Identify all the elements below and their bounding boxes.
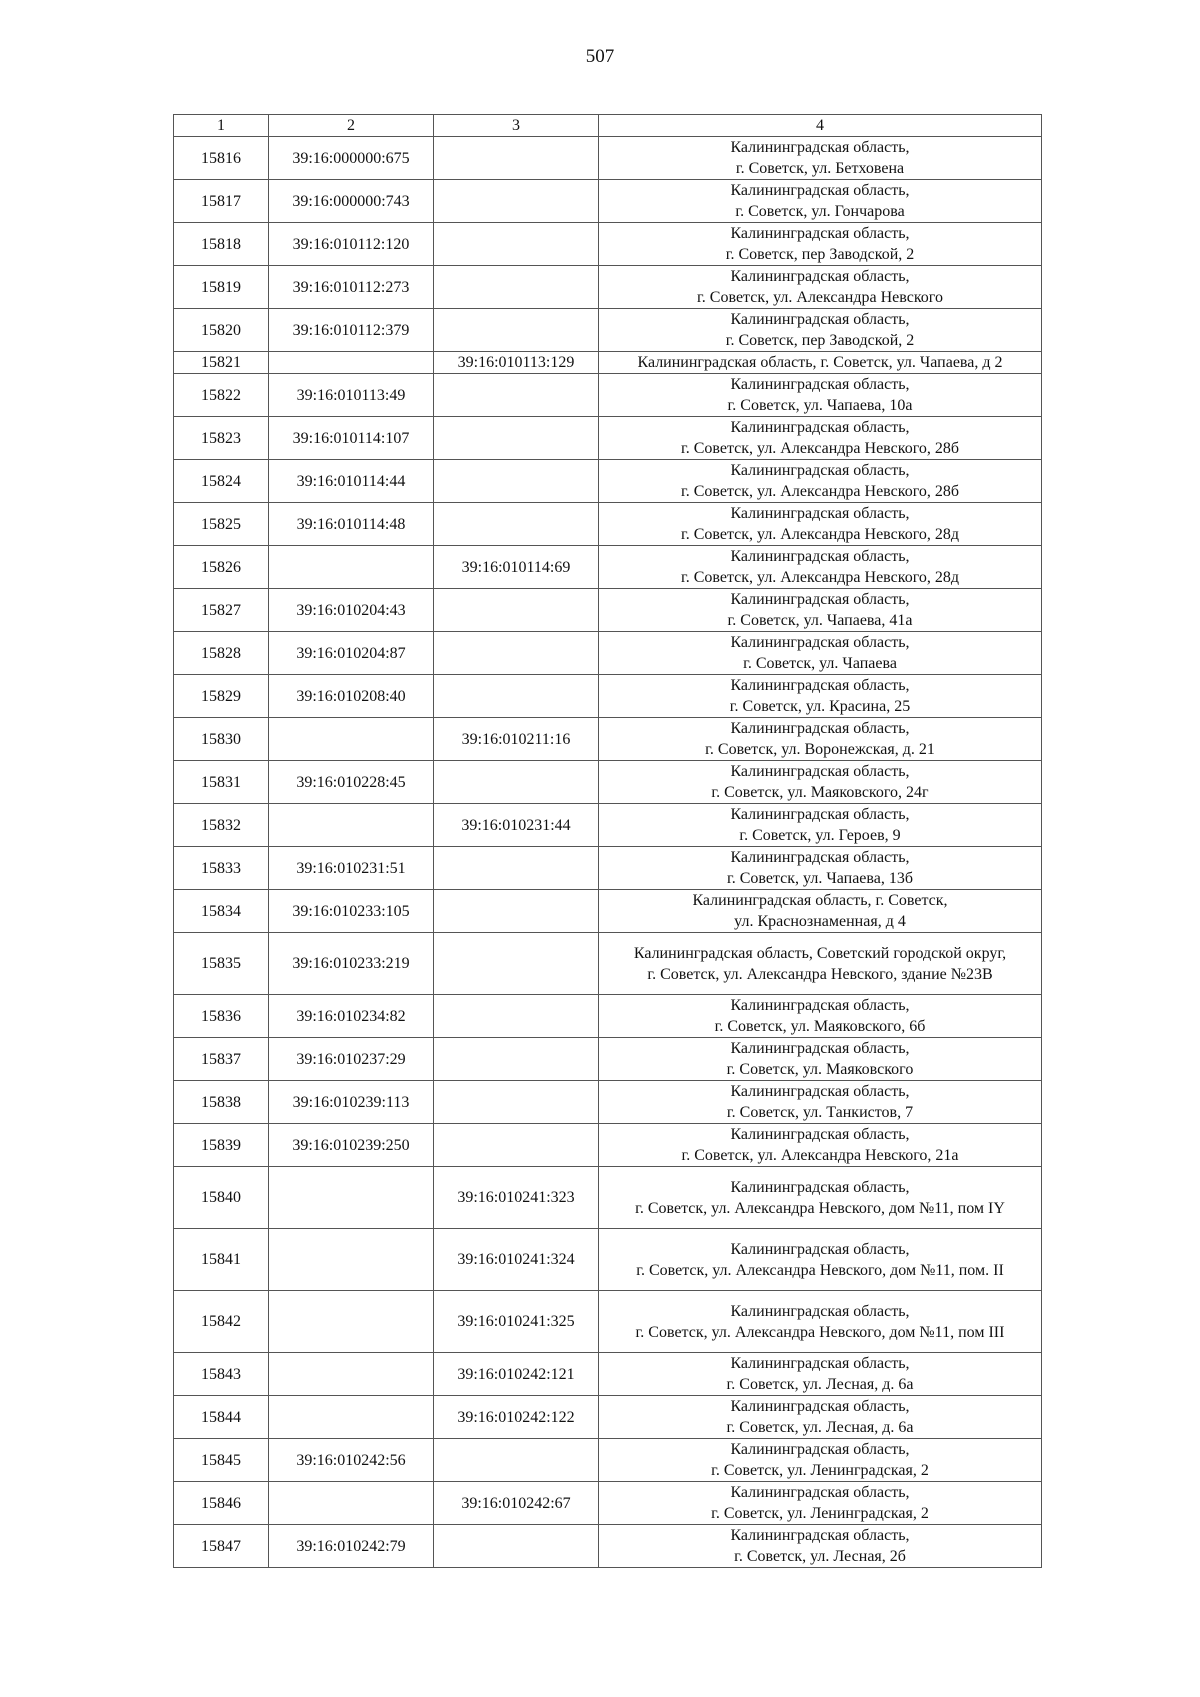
table-row	[174, 309, 1042, 352]
cadastral-number-alt	[434, 1124, 599, 1167]
cadastral-number-alt	[434, 417, 599, 460]
address-line-1: Калининградская область,	[730, 1302, 910, 1320]
address-line-1: Калининградская область,	[730, 462, 910, 479]
cadastral-number	[269, 1291, 434, 1353]
address-line-2: г. Советск, ул. Александра Невского, дом №11, пом. II	[636, 1261, 1004, 1279]
table-row	[174, 995, 1042, 1038]
address-line-1: Калининградская область,	[730, 720, 910, 737]
cadastral-number: 39:16:010204:43	[269, 589, 434, 632]
header-cell-4: 4	[599, 115, 1042, 137]
table-row	[174, 1291, 1042, 1353]
cadastral-number-alt	[434, 309, 599, 352]
address-line-1: Калининградская область,	[730, 1484, 910, 1501]
address-cell	[599, 995, 1042, 1038]
cadastral-number: 39:16:010242:56	[269, 1439, 434, 1482]
address-line-1: Калининградская область, г. Советск,	[692, 892, 948, 909]
row-number: 15836	[174, 995, 269, 1038]
address-line-1: Калининградская область,	[730, 677, 910, 694]
address-line-1: Калининградская область,	[730, 419, 910, 436]
cadastral-number: 39:16:010112:120	[269, 223, 434, 266]
address-cell	[599, 890, 1042, 933]
cadastral-number	[269, 718, 434, 761]
row-number: 15845	[174, 1439, 269, 1482]
cadastral-number-alt: 39:16:010242:122	[434, 1396, 599, 1439]
address-line-2: г. Советск, ул. Александра Невского, 21а	[681, 1147, 959, 1164]
cadastral-number: 39:16:010242:79	[269, 1525, 434, 1568]
address-cell	[599, 1081, 1042, 1124]
cadastral-number-alt	[434, 1081, 599, 1124]
address-cell	[599, 933, 1042, 995]
cadastral-number-alt	[434, 374, 599, 417]
cadastral-number	[269, 1396, 434, 1439]
row-number: 15828	[174, 632, 269, 675]
table-row	[174, 1353, 1042, 1396]
address-line-2: г. Советск, ул. Александра Невского, дом №11, пом III	[635, 1323, 1005, 1341]
row-number: 15824	[174, 460, 269, 503]
address-line-2: г. Советск, пер Заводской, 2	[725, 332, 915, 349]
row-number: 15842	[174, 1291, 269, 1353]
address-cell	[599, 223, 1042, 266]
row-number: 15847	[174, 1525, 269, 1568]
address-line-2: г. Советск, ул. Маяковского, 24г	[711, 784, 929, 801]
table-row	[174, 352, 1042, 374]
address-cell	[599, 847, 1042, 890]
cadastral-number: 39:16:010233:219	[269, 933, 434, 995]
table-row	[174, 761, 1042, 804]
cadastral-number-alt: 39:16:010114:69	[434, 546, 599, 589]
table-row	[174, 589, 1042, 632]
address-line-1: Калининградская область,	[730, 591, 910, 608]
cadastral-number: 39:16:000000:743	[269, 180, 434, 223]
address-line-2: ул. Краснознаменная, д 4	[734, 913, 906, 930]
address-cell	[599, 1038, 1042, 1081]
table-row	[174, 374, 1042, 417]
cadastral-number-alt	[434, 460, 599, 503]
address-line-2: г. Советск, ул. Маяковского	[726, 1061, 914, 1078]
table-row	[174, 180, 1042, 223]
address-cell	[599, 1124, 1042, 1167]
address-cell	[599, 1439, 1042, 1482]
cadastral-number-alt	[434, 503, 599, 546]
address-line-2: г. Советск, ул. Ленинградская, 2	[711, 1505, 929, 1522]
address-cell	[599, 1396, 1042, 1439]
address-line-2: г. Советск, ул. Танкистов, 7	[726, 1104, 914, 1121]
cadastral-number-alt: 39:16:010231:44	[434, 804, 599, 847]
cadastral-number-alt: 39:16:010242:121	[434, 1353, 599, 1396]
cadastral-number-alt	[434, 847, 599, 890]
address-line-1: Калининградская область,	[730, 634, 910, 651]
row-number: 15833	[174, 847, 269, 890]
table-row	[174, 1081, 1042, 1124]
cadastral-number-alt: 39:16:010242:67	[434, 1482, 599, 1525]
address-cell	[599, 761, 1042, 804]
table-row	[174, 890, 1042, 933]
row-number: 15835	[174, 933, 269, 995]
table-row	[174, 1038, 1042, 1081]
cadastral-number	[269, 1482, 434, 1525]
row-number: 15821	[174, 352, 269, 374]
address-line-2: г. Советск, ул. Красина, 25	[729, 698, 911, 715]
page-number: 507	[585, 46, 615, 67]
row-number: 15817	[174, 180, 269, 223]
cadastral-number: 39:16:010208:40	[269, 675, 434, 718]
cadastral-number-alt	[434, 632, 599, 675]
row-number: 15839	[174, 1124, 269, 1167]
address-line-1: Калининградская область, г. Советск, ул. Чапаева, д 2	[637, 354, 1003, 371]
address-line-1: Калининградская область,	[730, 182, 910, 199]
address-line-2: г. Советск, ул. Александра Невского, дом №11, пом IY	[635, 1199, 1005, 1217]
cadastral-number-alt	[434, 1038, 599, 1081]
header-row	[174, 115, 1042, 137]
registry-table	[173, 114, 1042, 1568]
cadastral-number: 39:16:010239:113	[269, 1081, 434, 1124]
table-row	[174, 460, 1042, 503]
cadastral-number-alt	[434, 180, 599, 223]
table-row	[174, 675, 1042, 718]
table-row	[174, 933, 1042, 995]
address-line-2: г. Советск, ул. Маяковского, 6б	[714, 1018, 926, 1035]
cadastral-number	[269, 1229, 434, 1291]
address-line-1: Калининградская область,	[730, 505, 910, 522]
row-number: 15832	[174, 804, 269, 847]
address-line-1: Калининградская область,	[730, 1355, 910, 1372]
address-cell	[599, 1229, 1042, 1291]
cadastral-number-alt	[434, 266, 599, 309]
address-line-1: Калининградская область,	[730, 1527, 910, 1544]
address-line-1: Калининградская область,	[730, 311, 910, 328]
cadastral-number: 39:16:010112:273	[269, 266, 434, 309]
address-cell	[599, 546, 1042, 589]
row-number: 15819	[174, 266, 269, 309]
address-line-1: Калининградская область,	[730, 1441, 910, 1458]
cadastral-number-alt: 39:16:010113:129	[434, 352, 599, 374]
address-cell	[599, 589, 1042, 632]
table-row	[174, 1167, 1042, 1229]
row-number: 15846	[174, 1482, 269, 1525]
cadastral-number: 39:16:010204:87	[269, 632, 434, 675]
row-number: 15834	[174, 890, 269, 933]
row-number: 15843	[174, 1353, 269, 1396]
address-cell	[599, 804, 1042, 847]
address-cell	[599, 1167, 1042, 1229]
cadastral-number-alt	[434, 675, 599, 718]
cadastral-number: 39:16:010231:51	[269, 847, 434, 890]
cadastral-number: 39:16:010114:107	[269, 417, 434, 460]
address-cell	[599, 503, 1042, 546]
address-cell	[599, 632, 1042, 675]
cadastral-number: 39:16:010228:45	[269, 761, 434, 804]
cadastral-number: 39:16:010114:44	[269, 460, 434, 503]
row-number: 15831	[174, 761, 269, 804]
table-row	[174, 1229, 1042, 1291]
header-cell-1: 1	[174, 115, 269, 137]
address-line-1: Калининградская область,	[730, 1126, 910, 1143]
cadastral-number-alt: 39:16:010211:16	[434, 718, 599, 761]
address-line-2: г. Советск, ул. Героев, 9	[739, 827, 901, 844]
cadastral-number: 39:16:000000:675	[269, 137, 434, 180]
cadastral-number-alt	[434, 890, 599, 933]
cadastral-number	[269, 546, 434, 589]
address-line-2: г. Советск, ул. Лесная, 2б	[734, 1548, 906, 1565]
table-row	[174, 417, 1042, 460]
cadastral-number: 39:16:010237:29	[269, 1038, 434, 1081]
table-row	[174, 804, 1042, 847]
row-number: 15820	[174, 309, 269, 352]
cadastral-number-alt: 39:16:010241:324	[434, 1229, 599, 1291]
cadastral-number	[269, 1167, 434, 1229]
address-line-1: Калининградская область,	[730, 997, 910, 1014]
address-line-2: г. Советск, ул. Александра Невского, 28б	[680, 483, 960, 500]
row-number: 15822	[174, 374, 269, 417]
cadastral-number-alt	[434, 137, 599, 180]
cadastral-number: 39:16:010239:250	[269, 1124, 434, 1167]
row-number: 15844	[174, 1396, 269, 1439]
cadastral-number-alt	[434, 933, 599, 995]
address-cell	[599, 1291, 1042, 1353]
cadastral-number-alt	[434, 1525, 599, 1568]
row-number: 15826	[174, 546, 269, 589]
row-number: 15825	[174, 503, 269, 546]
address-line-2: г. Советск, ул. Александра Невского, 28д	[680, 569, 960, 586]
address-line-2: г. Советск, ул. Гончарова	[735, 203, 905, 220]
address-line-1: Калининградская область,	[730, 548, 910, 565]
address-cell	[599, 352, 1042, 374]
address-line-2: г. Советск, ул. Лесная, д. 6а	[726, 1419, 914, 1436]
row-number: 15827	[174, 589, 269, 632]
address-line-2: г. Советск, пер Заводской, 2	[725, 246, 915, 263]
row-number: 15816	[174, 137, 269, 180]
address-line-1: Калининградская область,	[730, 1240, 910, 1258]
address-cell	[599, 137, 1042, 180]
cadastral-number	[269, 352, 434, 374]
cadastral-number: 39:16:010113:49	[269, 374, 434, 417]
address-line-1: Калининградская область,	[730, 225, 910, 242]
address-line-1: Калининградская область, Советский городской округ,	[633, 944, 1007, 962]
address-line-2: г. Советск, ул. Чапаева, 10а	[727, 397, 913, 414]
address-line-2: г. Советск, ул. Чапаева	[743, 655, 897, 672]
address-cell	[599, 374, 1042, 417]
address-cell	[599, 417, 1042, 460]
cadastral-number-alt	[434, 995, 599, 1038]
cadastral-number-alt	[434, 223, 599, 266]
address-line-1: Калининградская область,	[730, 268, 910, 285]
address-cell	[599, 718, 1042, 761]
header-cell-2: 2	[269, 115, 434, 137]
cadastral-number-alt: 39:16:010241:325	[434, 1291, 599, 1353]
address-line-1: Калининградская область,	[730, 849, 910, 866]
address-line-1: Калининградская область,	[730, 763, 910, 780]
address-line-1: Калининградская область,	[730, 376, 910, 393]
address-line-2: г. Советск, ул. Александра Невского, 28б	[680, 440, 960, 457]
registry-body	[174, 115, 1042, 1568]
cadastral-number-alt	[434, 761, 599, 804]
table-row	[174, 1124, 1042, 1167]
address-line-2: г. Советск, ул. Лесная, д. 6а	[726, 1376, 914, 1393]
cadastral-number: 39:16:010234:82	[269, 995, 434, 1038]
row-number: 15818	[174, 223, 269, 266]
row-number: 15841	[174, 1229, 269, 1291]
address-line-2: г. Советск, ул. Воронежская, д. 21	[705, 741, 935, 758]
address-cell	[599, 460, 1042, 503]
table-row	[174, 137, 1042, 180]
table-row	[174, 1525, 1042, 1568]
table-row	[174, 1439, 1042, 1482]
address-line-1: Калининградская область,	[730, 1398, 910, 1415]
table-row	[174, 847, 1042, 890]
cadastral-number: 39:16:010112:379	[269, 309, 434, 352]
address-cell	[599, 1482, 1042, 1525]
table-row	[174, 266, 1042, 309]
row-number: 15829	[174, 675, 269, 718]
address-line-2: г. Советск, ул. Александра Невского, 28д	[680, 526, 960, 543]
cadastral-number-alt: 39:16:010241:323	[434, 1167, 599, 1229]
row-number: 15837	[174, 1038, 269, 1081]
row-number: 15840	[174, 1167, 269, 1229]
address-cell	[599, 309, 1042, 352]
address-line-2: г. Советск, ул. Ленинградская, 2	[711, 1462, 929, 1479]
cadastral-number	[269, 1353, 434, 1396]
address-line-2: г. Советск, ул. Чапаева, 41а	[727, 612, 913, 629]
address-line-2: г. Советск, ул. Александра Невского	[697, 289, 943, 306]
table-row	[174, 632, 1042, 675]
address-line-2: г. Советск, ул. Чапаева, 13б	[727, 870, 913, 887]
address-line-1: Калининградская область,	[730, 806, 910, 823]
cadastral-number	[269, 804, 434, 847]
header-cell-3: 3	[434, 115, 599, 137]
address-line-1: Калининградская область,	[730, 1178, 910, 1196]
address-line-2: г. Советск, ул. Бетховена	[735, 160, 905, 177]
address-line-1: Калининградская область,	[730, 139, 910, 156]
cadastral-number-alt	[434, 589, 599, 632]
table-row	[174, 546, 1042, 589]
cadastral-number-alt	[434, 1439, 599, 1482]
address-cell	[599, 675, 1042, 718]
cadastral-number: 39:16:010233:105	[269, 890, 434, 933]
cadastral-number: 39:16:010114:48	[269, 503, 434, 546]
address-line-1: Калининградская область,	[730, 1083, 910, 1100]
address-line-2: г. Советск, ул. Александра Невского, здание №23В	[647, 965, 993, 983]
address-cell	[599, 180, 1042, 223]
row-number: 15830	[174, 718, 269, 761]
table-row	[174, 1482, 1042, 1525]
table-row	[174, 1396, 1042, 1439]
address-cell	[599, 1353, 1042, 1396]
address-cell	[599, 266, 1042, 309]
address-line-1: Калининградская область,	[730, 1040, 910, 1057]
row-number: 15823	[174, 417, 269, 460]
table-row	[174, 223, 1042, 266]
table-row	[174, 503, 1042, 546]
table-row	[174, 718, 1042, 761]
address-cell	[599, 1525, 1042, 1568]
row-number: 15838	[174, 1081, 269, 1124]
